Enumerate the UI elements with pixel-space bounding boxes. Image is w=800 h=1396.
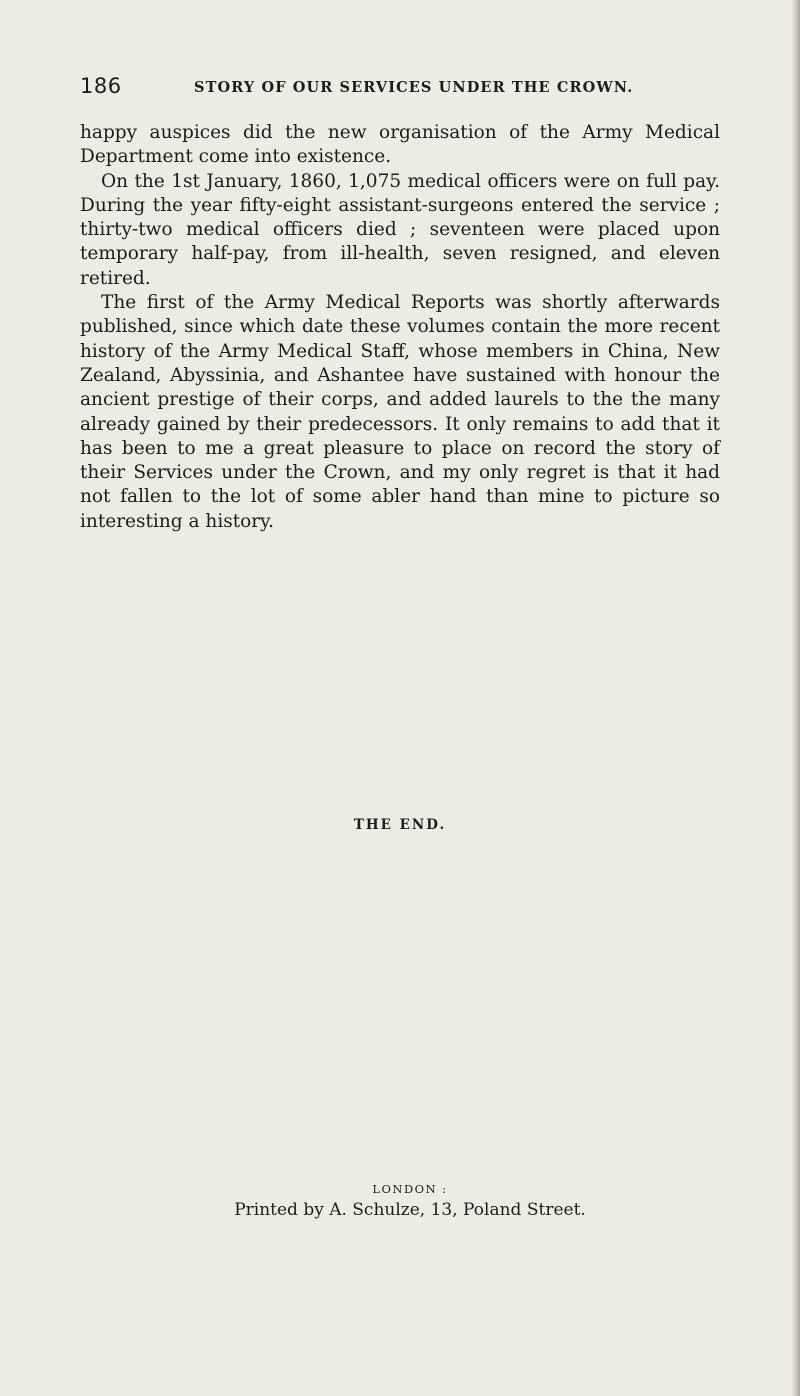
body-text bbox=[80, 121, 720, 534]
paragraph-continuation: happy auspices did the new organisation of the Army Medical Department come into existence. bbox=[80, 122, 720, 168]
colophon-printer: Printed by A. Schulze, 13, Poland Street. bbox=[234, 1200, 586, 1220]
colophon bbox=[0, 1182, 800, 1220]
colophon-city: LONDON : bbox=[372, 1182, 448, 1196]
page-number: 186 bbox=[80, 74, 122, 98]
paragraph-army-medical-reports: The first of the Army Medical Reports was shortly afterwards published, since which date these volumes contain the more recent history of the Army Medical Staff, whose members in China, New Zealand, Abyssinia, and Ashantee have sustained with honour the ancient prestige of their corps, and added laurels to the the many already gained by their predecessors. It only remains to add that it has been to me a great pleasure to place on record the story of their Services under the Crown, and my only regret is that it had not fallen to the lot of some abler hand than mine to picture so interesting a history. bbox=[80, 292, 720, 532]
running-head: STORY OF OUR SERVICES UNDER THE CROWN. bbox=[194, 79, 634, 96]
paragraph-medical-officers: On the 1st January, 1860, 1,075 medical officers were on full pay. During the year fifty-eight assistant-surgeons entered the service ; thirty-two medical officers died ; seventeen were placed upon temporary half-pay, from ill-health, seven resigned, and eleven retired. bbox=[80, 170, 720, 289]
page-header bbox=[80, 74, 720, 104]
the-end-label: THE END. bbox=[353, 817, 447, 833]
